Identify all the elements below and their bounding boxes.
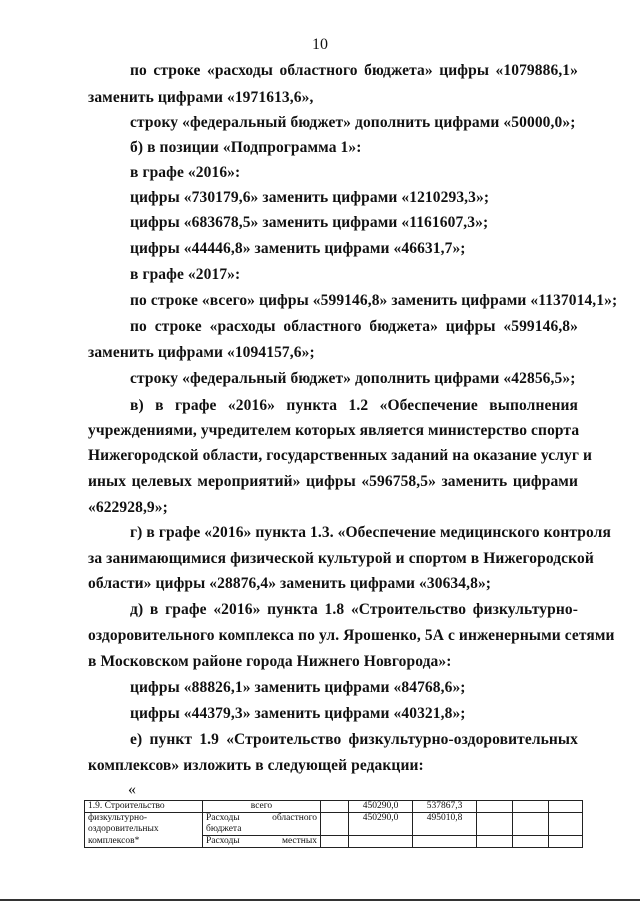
table-cell: 495010,8 bbox=[413, 813, 477, 825]
table-cell: 450290,0 bbox=[349, 813, 413, 825]
text-line: в Московском районе города Нижнего Новгорода»: bbox=[88, 653, 452, 670]
text-line: д) в графе «2016» пункта 1.8 «Строительство физкультурно- bbox=[130, 601, 578, 618]
text-line: цифры «730179,6» заменить цифрами «1210293,3»; bbox=[130, 189, 490, 206]
table-cell bbox=[413, 824, 477, 836]
table-cell: физкультурно- bbox=[85, 813, 203, 825]
text-line: оздоровительного комплекса по ул. Ярошенко, 5А с инженерными сетями bbox=[88, 627, 615, 644]
table-cell bbox=[513, 813, 549, 825]
text-line: цифры «88826,1» заменить цифрами «84768,6»; bbox=[130, 679, 466, 696]
text-line: учреждениями, учредителем которых является министерство спорта bbox=[88, 422, 580, 439]
table-cell bbox=[549, 801, 583, 813]
text-line: строку «федеральный бюджет» дополнить цифрами «42856,5»; bbox=[130, 370, 576, 387]
table-cell bbox=[321, 801, 349, 813]
text-line: за занимающимися физической культурой и спортом в Нижегородской bbox=[88, 550, 594, 567]
budget-table bbox=[84, 800, 583, 848]
table-row bbox=[85, 824, 583, 836]
text-line: комплексов» изложить в следующей редакции: bbox=[88, 757, 424, 774]
table-cell bbox=[477, 824, 513, 836]
text-line: цифры «44446,8» заменить цифрами «46631,7»; bbox=[130, 240, 466, 257]
table-cell bbox=[477, 813, 513, 825]
text-line: заменить цифрами «1094157,6»; bbox=[88, 344, 315, 361]
table-cell: комплексов* bbox=[85, 836, 203, 848]
table-cell: 450290,0 bbox=[349, 801, 413, 813]
table-cell bbox=[321, 836, 349, 848]
table-cell: Расходы областного bbox=[203, 813, 321, 825]
table-cell bbox=[321, 824, 349, 836]
text-line: заменить цифрами «1971613,6», bbox=[88, 89, 314, 106]
table-cell: бюджета bbox=[203, 824, 321, 836]
table-cell bbox=[413, 836, 477, 848]
table-row bbox=[85, 801, 583, 813]
table-cell bbox=[513, 836, 549, 848]
table-cell bbox=[477, 801, 513, 813]
opening-quote: « bbox=[128, 781, 136, 798]
table-cell bbox=[549, 836, 583, 848]
table-row bbox=[85, 836, 583, 848]
text-line: в) в графе «2016» пункта 1.2 «Обеспечение выполнения bbox=[130, 397, 578, 414]
text-line: б) в позиции «Подпрограмма 1»: bbox=[130, 139, 362, 156]
table-cell bbox=[513, 801, 549, 813]
table-cell: всего bbox=[203, 801, 321, 813]
text-line: по строке «расходы областного бюджета» цифры «1079886,1» bbox=[130, 62, 578, 79]
table-row bbox=[85, 813, 583, 825]
page-edge-divider bbox=[0, 899, 640, 901]
text-line: в графе «2016»: bbox=[130, 164, 241, 181]
text-line: цифры «683678,5» заменить цифрами «1161607,3»; bbox=[130, 214, 489, 231]
table-cell: Расходы местных bbox=[203, 836, 321, 848]
table-cell bbox=[477, 836, 513, 848]
text-line: Нижегородской области, государственных заданий на оказание услуг и bbox=[88, 447, 592, 464]
text-line: по строке «расходы областного бюджета» цифры «599146,8» bbox=[130, 318, 578, 335]
text-line: области» цифры «28876,4» заменить цифрами «30634,8»; bbox=[88, 575, 492, 592]
table-cell: 1.9. Строительство bbox=[85, 801, 203, 813]
table-cell bbox=[321, 813, 349, 825]
page-number: 10 bbox=[312, 36, 328, 53]
text-line: в графе «2017»: bbox=[130, 266, 241, 283]
text-line: е) пункт 1.9 «Строительство физкультурно-оздоровительных bbox=[130, 731, 578, 748]
table-cell bbox=[349, 836, 413, 848]
table-cell bbox=[349, 824, 413, 836]
text-line: «622928,9»; bbox=[88, 499, 168, 516]
text-line: г) в графе «2016» пункта 1.3. «Обеспечение медицинского контроля bbox=[130, 524, 611, 541]
text-line: строку «федеральный бюджет» дополнить цифрами «50000,0»; bbox=[130, 114, 576, 131]
text-line: иных целевых мероприятий» цифры «596758,5» заменить цифрами bbox=[88, 473, 578, 490]
table-cell bbox=[549, 813, 583, 825]
table-cell: 537867,3 bbox=[413, 801, 477, 813]
table-cell: оздоровительных bbox=[85, 824, 203, 836]
text-line: цифры «44379,3» заменить цифрами «40321,8»; bbox=[130, 705, 466, 722]
table-cell bbox=[513, 824, 549, 836]
table-cell bbox=[549, 824, 583, 836]
text-line: по строке «всего» цифры «599146,8» заменить цифрами «1137014,1»; bbox=[130, 292, 618, 309]
